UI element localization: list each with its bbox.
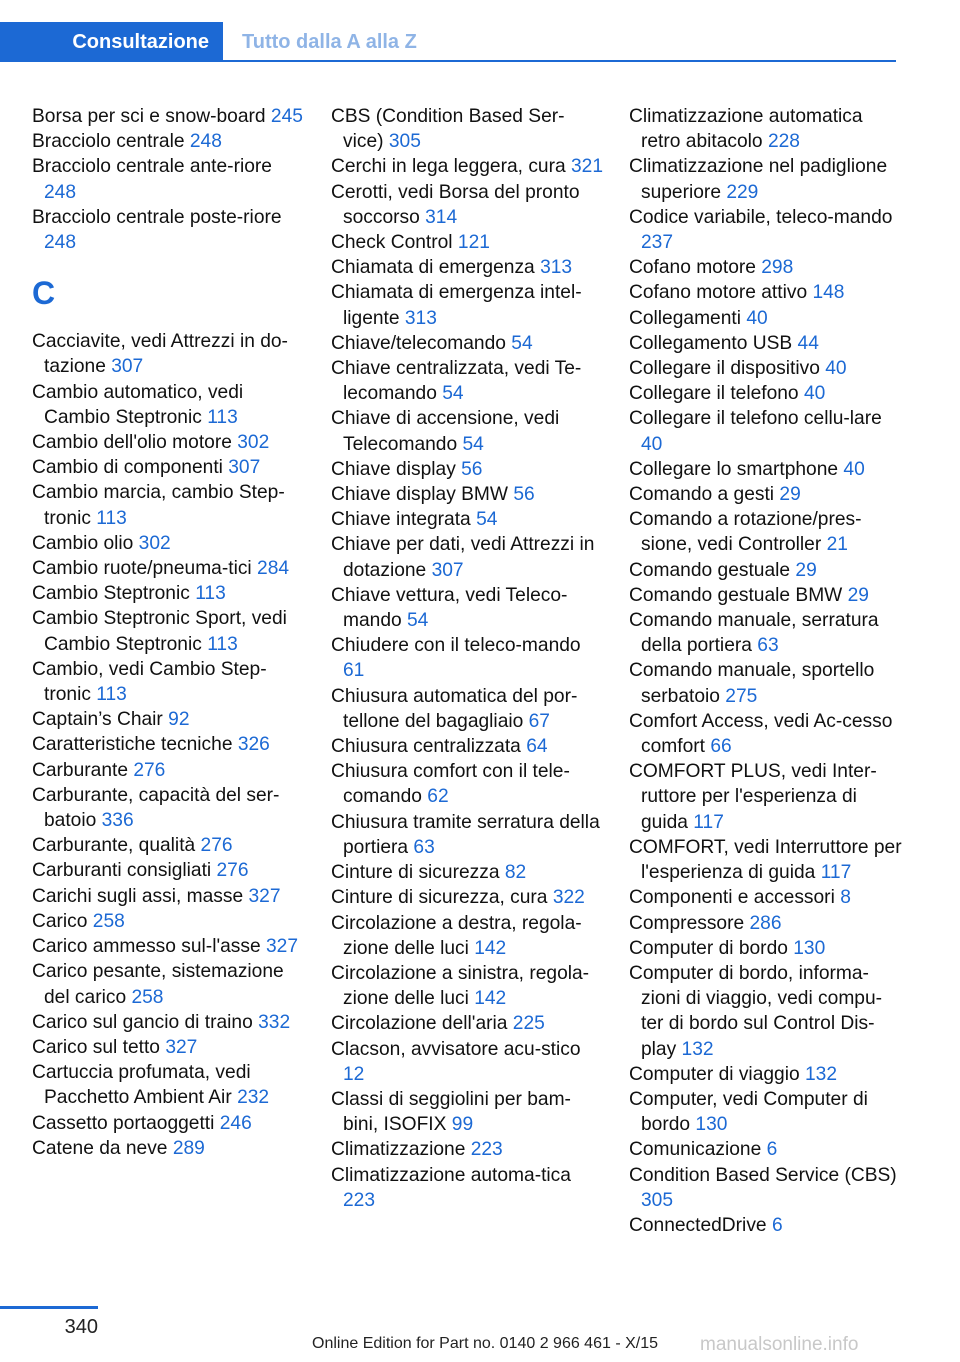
index-entry-text: Chiusura automatica del por-tellone del bagagliaio: [331, 685, 578, 732]
index-entry: [32, 455, 304, 480]
index-entry: [629, 306, 903, 331]
page-reference-link[interactable]: 66: [710, 736, 732, 758]
index-entry-text: Comando manuale, serratura della portiera: [629, 610, 879, 657]
page-reference-link[interactable]: 54: [442, 383, 464, 405]
page-reference-link[interactable]: 276: [200, 835, 233, 857]
index-entry-text: Carico pesante, sistemazione del carico: [32, 961, 284, 1008]
index-entry: [331, 280, 603, 330]
page-reference-link[interactable]: 113: [96, 684, 127, 706]
index-entry: [32, 556, 304, 581]
index-entry: [331, 1137, 603, 1162]
page-reference-link[interactable]: 54: [511, 332, 533, 354]
index-entry: [331, 356, 603, 406]
index-entry-text: Cambio Steptronic Sport, vedi Cambio Steptronic: [32, 608, 287, 655]
page-reference-link[interactable]: 6: [771, 1214, 783, 1236]
index-entry-text: Collegare lo smartphone: [629, 458, 839, 480]
index-entry: [32, 581, 304, 606]
index-entry-text: Climatizzazione automa-tica: [331, 1164, 571, 1186]
index-entry-text: Cinture di sicurezza: [331, 862, 500, 884]
index-entry: [629, 558, 903, 583]
index-entry-text: Check Control: [331, 232, 453, 254]
index-entry-text: Condition Based Service (CBS): [629, 1164, 897, 1186]
index-entry: [32, 380, 304, 430]
index-entry: [331, 1037, 603, 1087]
index-entry: [629, 356, 903, 381]
index-entry-text: Chiusura tramite serratura della portiera: [331, 811, 600, 858]
page-reference-link[interactable]: 92: [168, 709, 190, 731]
page-reference-link[interactable]: 289: [172, 1137, 205, 1159]
index-entry-text: Carburante, qualità: [32, 835, 196, 857]
index-entry: [32, 758, 304, 783]
index-entry-text: Clacson, avvisatore acu-stico: [331, 1038, 581, 1060]
page-reference-link[interactable]: 54: [476, 509, 498, 531]
index-entry-text: Cofano motore: [629, 257, 756, 279]
page-reference-link[interactable]: 54: [407, 610, 429, 632]
index-entry-text: Bracciolo centrale ante-riore: [32, 156, 272, 178]
index-entry: [629, 104, 903, 154]
index-entry: [331, 507, 603, 532]
page-reference-link[interactable]: 63: [757, 635, 779, 657]
index-entry-text: Chiave centralizzata, vedi Te-lecomando: [331, 358, 582, 405]
page-reference-link[interactable]: 56: [461, 458, 483, 480]
index-entry: [629, 885, 903, 910]
index-entry: [629, 255, 903, 280]
index-entry: [629, 709, 903, 759]
index-entry: [331, 911, 603, 961]
index-entry: [331, 759, 603, 809]
index-entry-text: Carico sul tetto: [32, 1036, 160, 1058]
index-entry: [331, 810, 603, 860]
index-entry: [629, 583, 903, 608]
page-reference-link[interactable]: 298: [761, 257, 794, 279]
page-reference-link[interactable]: 232: [237, 1087, 270, 1109]
index-entry: [331, 684, 603, 734]
index-entry: [331, 406, 603, 456]
page-reference-link[interactable]: 229: [726, 181, 759, 203]
index-entry-text: Circolazione dell'aria: [331, 1013, 508, 1035]
page-reference-link[interactable]: 113: [207, 406, 238, 428]
index-entry: [32, 657, 304, 707]
page-reference-link[interactable]: 225: [512, 1013, 545, 1035]
page-reference-link[interactable]: 130: [793, 937, 826, 959]
index-entry: [32, 909, 304, 934]
index-entry: [32, 606, 304, 656]
index-entry: [629, 205, 903, 255]
index-entry-text: Computer di viaggio: [629, 1063, 800, 1085]
page-reference-link[interactable]: 302: [138, 532, 171, 554]
index-entry-text: Collegamento USB: [629, 332, 793, 354]
footer-rule: [0, 1306, 98, 1309]
index-entry-text: Chiave/telecomando: [331, 332, 506, 354]
index-entry-text: Chiave vettura, vedi Teleco-mando: [331, 584, 568, 632]
page-reference-link[interactable]: 67: [528, 710, 550, 732]
index-entry-text: Comando manuale, sportello serbatoio: [629, 660, 875, 707]
page-reference-link[interactable]: 40: [825, 358, 847, 380]
page-reference-link[interactable]: 40: [843, 458, 865, 480]
index-entry: [629, 1062, 903, 1087]
page-reference-link[interactable]: 54: [462, 433, 484, 455]
page-reference-link[interactable]: 321: [571, 156, 604, 178]
index-entry: [629, 1213, 903, 1238]
index-entry-text: COMFORT, vedi Interruttore per l'esperienza di guida: [629, 836, 902, 884]
page-reference-link[interactable]: 276: [133, 759, 166, 781]
index-entry-text: COMFORT PLUS, vedi Inter-ruttore per l'esperienza di guida: [629, 761, 877, 833]
index-entry: [32, 1060, 304, 1110]
page-reference-link[interactable]: 148: [812, 282, 845, 304]
index-entry: [331, 154, 603, 179]
index-entry-text: Comfort Access, vedi Ac-cesso comfort: [629, 710, 893, 758]
index-entry: [629, 1163, 903, 1213]
index-entry-text: Cambio olio: [32, 532, 134, 554]
index-entry: [32, 833, 304, 858]
page-reference-link[interactable]: 62: [427, 786, 449, 808]
index-entry-text: Carico ammesso sul-l'asse: [32, 936, 261, 958]
index-entry-text: Chiave display: [331, 458, 456, 480]
index-entry-text: Componenti e accessori: [629, 887, 835, 909]
page-reference-link[interactable]: 61: [343, 660, 365, 682]
index-entry: [629, 280, 903, 305]
page-reference-link[interactable]: 117: [820, 862, 852, 884]
index-entry: [32, 732, 304, 757]
index-entry-text: Carico sul gancio di traino: [32, 1011, 253, 1033]
index-entry: [32, 934, 304, 959]
index-entry-text: Cambio ruote/pneuma-tici: [32, 558, 252, 580]
index-entry-text: ConnectedDrive: [629, 1214, 767, 1236]
page-reference-link[interactable]: 132: [681, 1038, 714, 1060]
index-entry-text: Carico: [32, 910, 88, 932]
page-reference-link[interactable]: 314: [425, 206, 458, 228]
index-entry: [629, 759, 903, 835]
page-reference-link[interactable]: 228: [767, 131, 800, 153]
page-reference-link[interactable]: 305: [641, 1189, 674, 1211]
index-entry-text: Comando a rotazione/pres-sione, vedi Controller: [629, 509, 862, 556]
index-column-2: [331, 104, 603, 1213]
page-reference-link[interactable]: 313: [404, 307, 437, 329]
page-reference-link[interactable]: 113: [96, 507, 127, 529]
page-reference-link[interactable]: 327: [266, 936, 299, 958]
index-entry-text: Carburanti consigliati: [32, 860, 212, 882]
page-reference-link[interactable]: 223: [343, 1189, 376, 1211]
index-entry-text: Cofano motore attivo: [629, 282, 808, 304]
page-reference-link[interactable]: 286: [749, 912, 782, 934]
index-entry: [629, 381, 903, 406]
index-entry-text: Cartuccia profumata, vedi Pacchetto Ambient Air: [32, 1062, 251, 1109]
page-reference-link[interactable]: 223: [470, 1139, 503, 1161]
index-entry-text: Compressore: [629, 912, 745, 934]
index-entry-text: Carichi sugli assi, masse: [32, 885, 244, 907]
page-reference-link[interactable]: 248: [44, 181, 77, 203]
page-reference-link[interactable]: 245: [270, 106, 303, 127]
index-entry: [629, 507, 903, 557]
index-entry: [32, 1136, 304, 1161]
index-entry: [32, 783, 304, 833]
index-entry-text: Cerotti, vedi Borsa del pronto soccorso: [331, 181, 580, 228]
page-reference-link[interactable]: 307: [431, 559, 464, 581]
page-reference-link[interactable]: 29: [795, 559, 817, 581]
index-entry: [629, 482, 903, 507]
index-entry: [331, 860, 603, 885]
index-entry: [629, 658, 903, 708]
index-column-1: [32, 104, 304, 1161]
index-entry: [32, 430, 304, 455]
index-entry-text: Collegare il telefono cellu-lare: [629, 408, 882, 430]
index-entry: [629, 911, 903, 936]
index-entry-text: Collegare il telefono: [629, 383, 799, 405]
page-reference-link[interactable]: 29: [847, 584, 869, 606]
index-entry: [629, 331, 903, 356]
page-reference-link[interactable]: 12: [343, 1063, 365, 1085]
page-reference-link[interactable]: 29: [779, 484, 801, 506]
page-reference-link[interactable]: 44: [797, 332, 819, 354]
index-entry-text: Chiave di accensione, vedi Telecomando: [331, 408, 560, 455]
page-reference-link[interactable]: 302: [237, 432, 270, 454]
index-entry: [331, 583, 603, 633]
index-entry: [629, 406, 903, 456]
page-reference-link[interactable]: 82: [504, 862, 527, 884]
index-entry-text: Chiave per dati, vedi Attrezzi in dotazione: [331, 534, 595, 581]
index-entry-text: Cambio, vedi Cambio Step-tronic: [32, 658, 267, 706]
index-entry-text: Climatizzazione automatica retro abitacolo: [629, 106, 863, 153]
index-entry-text: Cambio marcia, cambio Step-tronic: [32, 482, 285, 529]
page-reference-link[interactable]: 121: [457, 232, 490, 254]
index-entry-text: Chiudere con il teleco-mando: [331, 635, 581, 657]
index-entry-text: Bracciolo centrale poste-riore: [32, 206, 282, 228]
page-reference-link[interactable]: 246: [219, 1112, 252, 1134]
index-entry-text: Chiamata di emergenza: [331, 257, 535, 279]
page-reference-link[interactable]: 237: [641, 232, 674, 254]
index-entry-text: Borsa per sci e snow-board: [32, 106, 266, 127]
index-entry-text: Cambio automatico, vedi Cambio Steptronic: [32, 381, 244, 428]
index-entry: [331, 1163, 603, 1213]
index-entry: [32, 1111, 304, 1136]
index-entry-text: Climatizzazione nel padiglione superiore: [629, 156, 888, 203]
index-entry-text: Collegamenti: [629, 307, 741, 329]
index-entry: [629, 835, 903, 885]
page-reference-link[interactable]: 40: [641, 433, 663, 455]
index-entry-text: Cinture di sicurezza, cura: [331, 887, 548, 909]
index-entry: [331, 532, 603, 582]
index-entry-text: Chiusura centralizzata: [331, 736, 521, 758]
index-entry-text: Cambio di componenti: [32, 457, 223, 479]
index-entry-text: Chiave display BMW: [331, 484, 509, 506]
page-reference-link[interactable]: 63: [413, 836, 435, 858]
index-entry-text: Captain’s Chair: [32, 709, 163, 731]
page-reference-link[interactable]: 130: [695, 1114, 728, 1136]
index-entry-text: Chiave integrata: [331, 509, 471, 531]
index-entry-text: Computer di bordo: [629, 937, 788, 959]
page-reference-link[interactable]: 326: [237, 734, 270, 756]
index-entry-text: Comando a gesti: [629, 484, 775, 506]
index-entry: [331, 482, 603, 507]
index-entry: [331, 961, 603, 1011]
index-entry: [331, 104, 603, 154]
page-reference-link[interactable]: 307: [111, 356, 144, 378]
page-reference-link[interactable]: 113: [207, 633, 238, 655]
page-reference-link[interactable]: 64: [526, 736, 548, 758]
index-entry: [331, 180, 603, 230]
index-entry: [629, 608, 903, 658]
index-entry: [629, 936, 903, 961]
index-column-3: [629, 104, 903, 1238]
index-entry-text: Comando gestuale: [629, 559, 791, 581]
index-entry-text: Circolazione a destra, regola-zione delle luci: [331, 912, 582, 959]
index-entry-text: Cassetto portaoggetti: [32, 1112, 215, 1134]
index-entry: [331, 633, 603, 683]
index-entry: [331, 1087, 603, 1137]
section-title: Tutto dalla A alla Z: [242, 31, 417, 53]
index-entry: [629, 1137, 903, 1162]
index-entry-text: Cambio Steptronic: [32, 583, 190, 605]
index-entry: [32, 884, 304, 909]
index-entry-text: Cerchi in lega leggera, cura: [331, 156, 566, 178]
page-reference-link[interactable]: 327: [248, 885, 281, 907]
index-entry: [32, 1035, 304, 1060]
page-reference-link[interactable]: 56: [513, 484, 535, 506]
page-reference-link[interactable]: 258: [131, 986, 164, 1008]
index-entry: [331, 457, 603, 482]
page-reference-link[interactable]: 276: [216, 860, 249, 882]
index-entry-text: Classi di seggiolini per bam-bini, ISOFIX: [331, 1088, 571, 1136]
page-reference-link[interactable]: 258: [92, 910, 125, 932]
page-reference-link[interactable]: 307: [228, 457, 261, 479]
index-entry-text: Caratteristiche tecniche: [32, 734, 233, 756]
index-entry-text: Computer, vedi Computer di bordo: [629, 1088, 868, 1136]
index-entry-text: Cacciavite, vedi Attrezzi in do-tazione: [32, 331, 288, 378]
edition-note: Online Edition for Part no. 0140 2 966 461 - X/15: [312, 1335, 659, 1352]
page-reference-link[interactable]: 6: [766, 1139, 778, 1161]
page-reference-link[interactable]: 284: [257, 558, 290, 580]
page-reference-link[interactable]: 322: [552, 887, 585, 909]
page-reference-link[interactable]: 142: [474, 937, 507, 959]
page-reference-link[interactable]: 99: [451, 1114, 474, 1136]
index-entry: [32, 205, 304, 255]
index-entry: [629, 154, 903, 204]
page-reference-link[interactable]: 248: [44, 232, 77, 254]
watermark: manualsonline.info: [700, 1334, 859, 1355]
page-reference-link[interactable]: 21: [826, 534, 848, 556]
page-reference-link[interactable]: 248: [189, 131, 222, 153]
index-entry: [331, 1011, 603, 1036]
page-reference-link[interactable]: 8: [840, 887, 851, 909]
page-reference-link[interactable]: 313: [540, 257, 573, 279]
index-entry-text: Bracciolo centrale: [32, 131, 185, 153]
index-entry: [32, 154, 304, 204]
index-entry-text: Carburante: [32, 759, 128, 781]
page-number: 340: [64, 1316, 98, 1338]
page-reference-link[interactable]: 132: [805, 1063, 838, 1085]
page-reference-link[interactable]: 305: [388, 131, 421, 153]
index-entry: [32, 858, 304, 883]
index-entry: [629, 457, 903, 482]
index-entry: [32, 104, 304, 129]
index-entry-text: Comando gestuale BMW: [629, 584, 843, 606]
chapter-tab: Consultazione: [0, 22, 223, 62]
page-reference-link[interactable]: 40: [803, 383, 826, 405]
page-reference-link[interactable]: 275: [725, 685, 758, 707]
index-entry-text: Catene da neve: [32, 1137, 168, 1159]
index-entry: [32, 129, 304, 154]
page-reference-link[interactable]: 117: [693, 811, 724, 833]
index-entry: [331, 331, 603, 356]
index-entry: [32, 329, 304, 379]
index-entry-text: Climatizzazione: [331, 1139, 466, 1161]
index-entry-text: Circolazione a sinistra, regola-zione delle luci: [331, 962, 590, 1010]
index-entry: [331, 230, 603, 255]
page-reference-link[interactable]: 332: [258, 1011, 291, 1033]
index-entry-text: Chiusura comfort con il tele-comando: [331, 761, 570, 808]
index-entry: [32, 480, 304, 530]
page-reference-link[interactable]: 113: [195, 583, 226, 605]
index-letter-heading: C: [32, 275, 56, 312]
index-entry-text: Codice variabile, teleco-mando: [629, 206, 893, 228]
page-reference-link[interactable]: 327: [165, 1036, 198, 1058]
index-entry-text: Chiamata di emergenza intel-ligente: [331, 282, 582, 329]
index-entry-text: Cambio dell'olio motore: [32, 432, 232, 454]
index-entry: [331, 885, 603, 910]
page-reference-link[interactable]: 336: [101, 810, 134, 832]
index-entry-text: Carburante, capacità del ser-batoio: [32, 784, 280, 832]
index-entry-text: CBS (Condition Based Ser-vice): [331, 106, 565, 153]
index-entry: [629, 1087, 903, 1137]
index-entry: [331, 734, 603, 759]
index-entry-text: Computer di bordo, informa-zioni di viaggio, vedi compu-ter di bordo sul Control Dis-play: [629, 962, 883, 1060]
page-reference-link[interactable]: 40: [746, 307, 768, 329]
index-entry: [32, 959, 304, 1009]
index-entry: [629, 961, 903, 1062]
index-entry: [32, 531, 304, 556]
index-entry: [32, 1010, 304, 1035]
index-entry-text: Comunicazione: [629, 1139, 762, 1161]
page-reference-link[interactable]: 142: [474, 988, 507, 1010]
index-entry: [331, 255, 603, 280]
index-entry-text: Collegare il dispositivo: [629, 358, 820, 380]
index-entry: [32, 707, 304, 732]
